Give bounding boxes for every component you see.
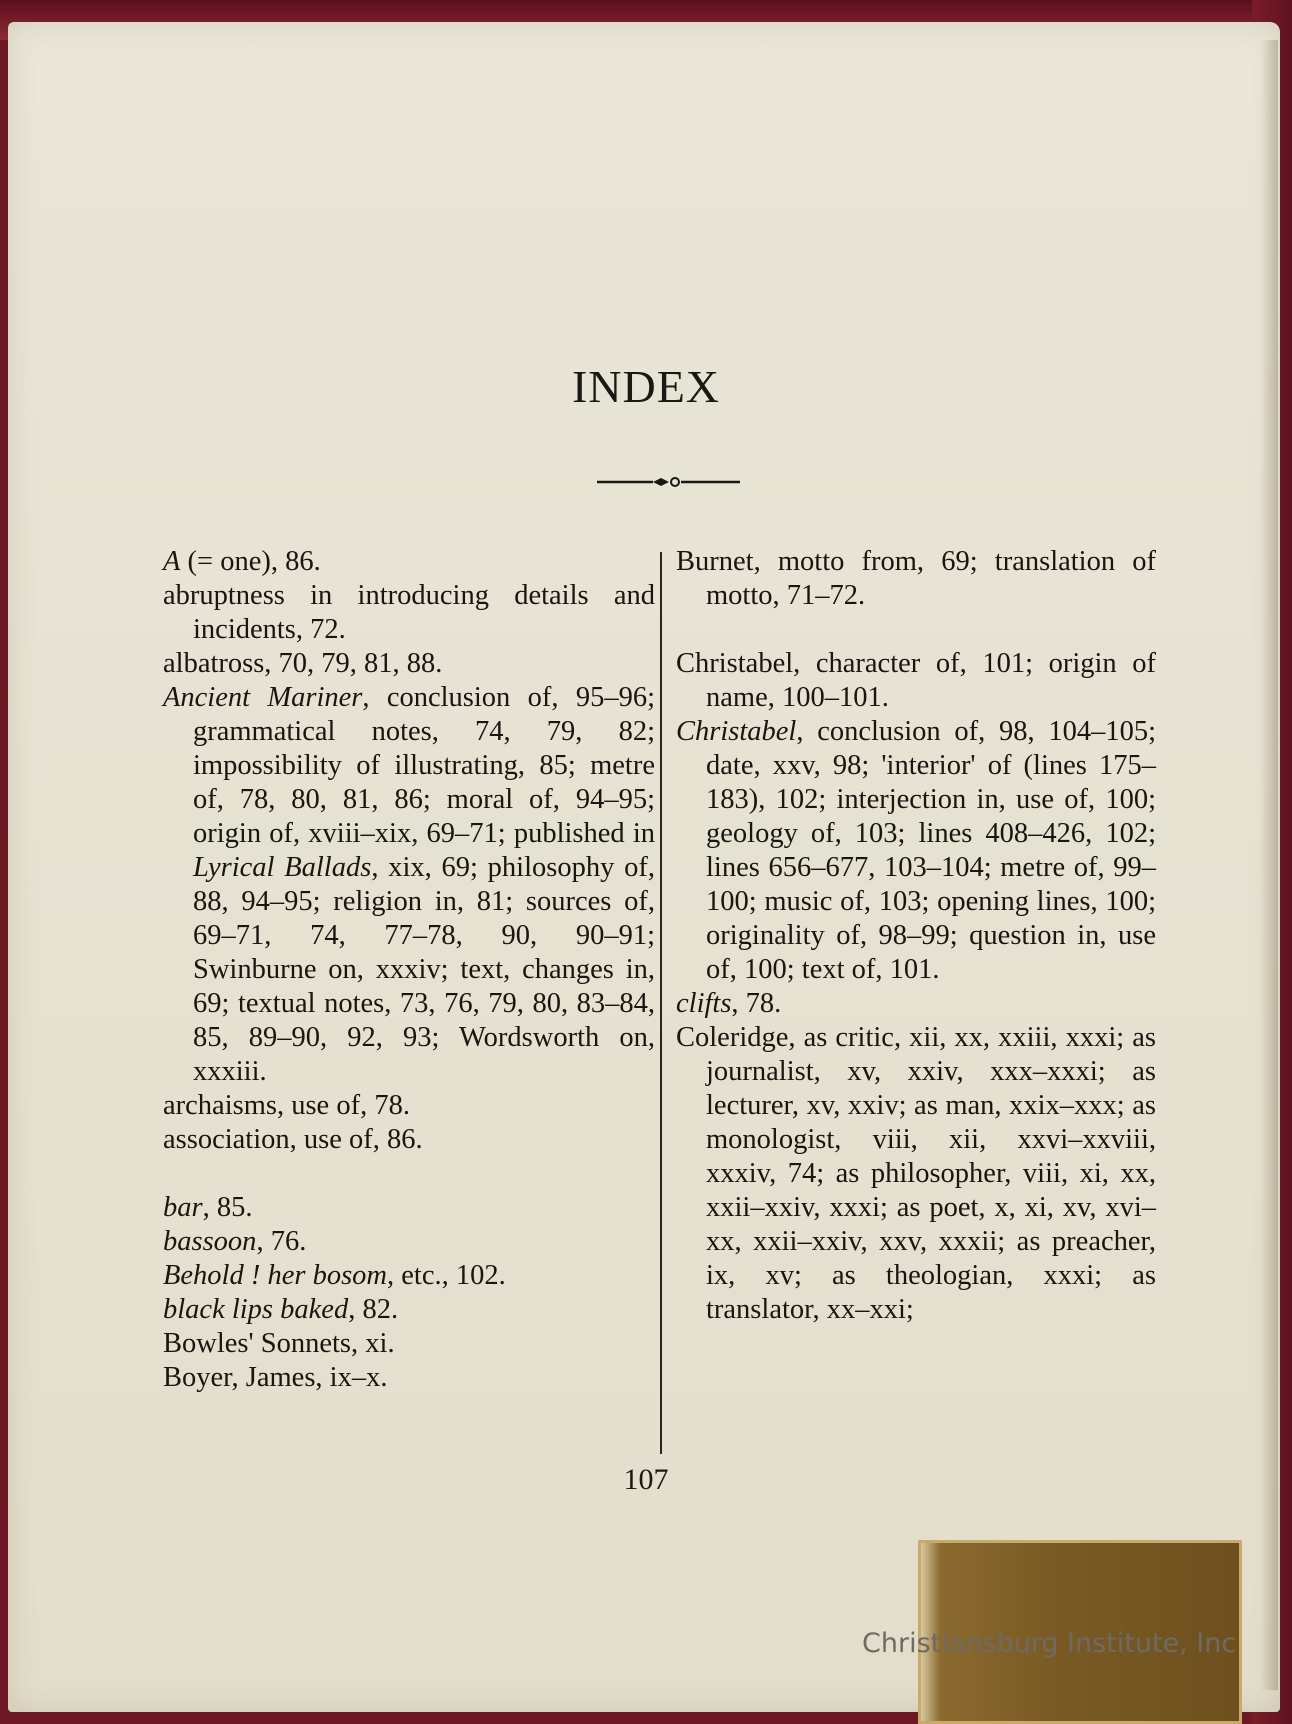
index-entry — [163, 1327, 655, 1361]
entry-text: , xix, 69; philosophy of, 88, 94–95; religion in, 81; sources of, 69–71, 74, 77–78, 90, 90–91; Swinburne on, xxxiv; text, changes in, 69; textual notes, 73, 76, 79, 80, 83–84, 85, 89–90, 92, 93; Wordsworth on, xxxiii. — [193, 852, 655, 1087]
entry-gap — [163, 1157, 655, 1191]
index-entry — [163, 647, 655, 681]
index-entry — [163, 1259, 655, 1293]
entry-text: , 78. — [731, 988, 782, 1019]
entry-text: Burnet, motto from, 69; translation of motto, 71–72. — [676, 546, 1156, 611]
entry-text: , 76. — [256, 1226, 307, 1257]
index-entry — [163, 1191, 655, 1225]
index-entry — [163, 1123, 655, 1157]
italic-term: bar — [163, 1192, 203, 1223]
italic-term: Lyrical Ballads — [193, 852, 372, 883]
italic-term: A — [163, 546, 181, 577]
entry-text: association, use of, 86. — [163, 1124, 423, 1155]
index-entry — [163, 1225, 655, 1259]
entry-gap — [676, 613, 1156, 647]
entry-text: , 85. — [202, 1192, 253, 1223]
index-column-left — [163, 545, 655, 1395]
entry-text: albatross, 70, 79, 81, 88. — [163, 648, 443, 679]
index-entry — [163, 681, 655, 1089]
entry-text: Christabel, character of, 101; origin of name, 100–101. — [676, 648, 1156, 713]
italic-term: black lips baked — [163, 1294, 349, 1325]
entry-text: , etc., 102. — [387, 1260, 506, 1291]
entry-text: (= one), 86. — [180, 546, 321, 577]
index-entry — [676, 1021, 1156, 1327]
column-divider — [660, 552, 662, 1454]
index-entry — [676, 545, 1156, 613]
italic-term: Christabel — [676, 716, 797, 747]
italic-term: bassoon — [163, 1226, 257, 1257]
entry-text: Coleridge, as critic, xii, xx, xxiii, xxxi; as journalist, xv, xxiv, xxx–xxxi; as lecturer, xv, xxiv; as man, xxix–xxx; as monologist, viii, xii, xxvi–xxviii, xxxiv, 74; as philosopher, viii, xi, xx, xxii–xxiv, xxxi; as poet, x, xi, xv, xvi–xx, xxii–xxiv, xxv, xxxii; as preacher, ix, xv; as theologian, xxxi; as translator, xx–xxi; — [676, 1022, 1156, 1325]
entry-text: , 82. — [348, 1294, 399, 1325]
index-entry — [163, 1089, 655, 1123]
italic-term: clifts — [676, 988, 732, 1019]
index-entry — [163, 1293, 655, 1327]
italic-term: Ancient Mariner — [163, 682, 363, 713]
entry-text: archaisms, use of, 78. — [163, 1090, 410, 1121]
page-number: 107 — [623, 1463, 669, 1496]
index-column-right — [676, 545, 1156, 1327]
entry-text: , conclusion of, 95–96; grammatical notes, 74, 79, 82; impossibility of illustrating, 85; metre of, 78, 80, 81, 86; moral of, 94–95; origin of, xviii–xix, 69–71; published in — [193, 682, 655, 849]
index-entry — [676, 987, 1156, 1021]
page-title: INDEX — [571, 361, 721, 412]
ornament-rule-icon — [597, 474, 740, 490]
entry-text: Bowles' Sonnets, xi. — [163, 1328, 395, 1359]
entry-text: abruptness in introducing details and incidents, 72. — [163, 580, 655, 645]
page-edge-shadow — [1260, 40, 1278, 1690]
italic-term: Behold ! her bosom — [163, 1260, 388, 1291]
index-entry — [163, 579, 655, 647]
index-entry — [163, 1361, 655, 1395]
index-entry — [163, 545, 655, 579]
index-entry — [676, 715, 1156, 987]
index-entry — [676, 647, 1156, 715]
watermark: Christiansburg Institute, Inc — [862, 1628, 1237, 1659]
entry-text: , conclusion of, 98, 104–105; date, xxv, 98; 'interior' of (lines 175–183), 102; interjection in, use of, 100; geology of, 103; lines 408–426, 102; lines 656–677, 103–104; metre of, 99–100; music of, 103; opening lines, 100; originality of, 98–99; question in, use of, 100; text of, 101. — [706, 716, 1156, 985]
entry-text: Boyer, James, ix–x. — [163, 1362, 388, 1393]
